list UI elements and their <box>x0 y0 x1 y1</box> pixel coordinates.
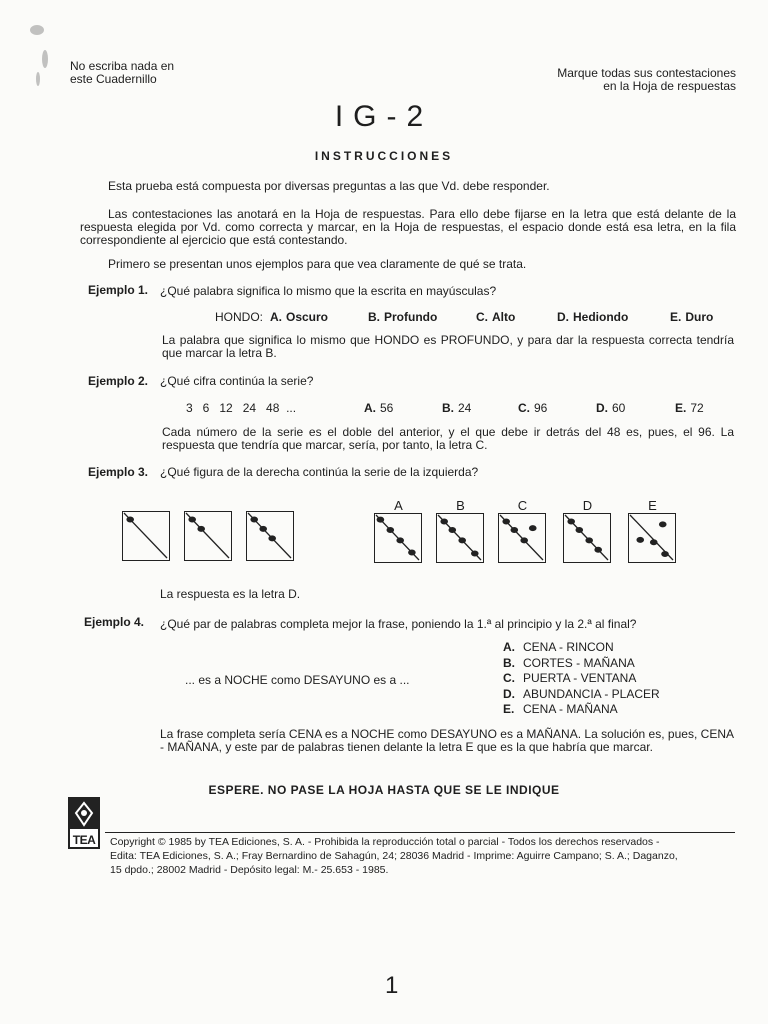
option-figure-letter: B <box>456 498 465 513</box>
example4-option-e <box>503 702 660 718</box>
example1-label: Ejemplo 1. <box>88 283 149 297</box>
test-title: IG-2 <box>334 100 434 133</box>
scan-smudge <box>30 25 44 35</box>
option-letter: E. <box>670 310 682 324</box>
option-text: ABUNDANCIA - PLACER <box>523 686 660 701</box>
option-figure-letter: C <box>517 498 528 513</box>
figure-dot <box>197 526 205 532</box>
option-letter: D. <box>557 310 569 324</box>
intro-paragraph-3: Primero se presentan unos ejemplos para que vea claramente de qué se trata. <box>108 257 527 271</box>
figure-dot <box>511 527 519 533</box>
example1-option-e <box>670 310 717 324</box>
tea-logo-emblem <box>70 799 98 829</box>
option-text: 24 <box>458 401 472 415</box>
tea-logo-text: TEA <box>72 833 96 847</box>
option-text: 72 <box>690 401 704 415</box>
figure-dot <box>576 527 584 533</box>
example4-explanation: La frase completa sería CENA es a NOCHE como DESAYUNO es a MAÑANA. La solución es, pues, CENA - MAÑANA, y este par de palabras tienen delante la letra E que es la que habría que marcar. <box>160 727 734 754</box>
option-letter: A. <box>364 401 376 415</box>
example4-question: ¿Qué par de palabras completa mejor la frase, poniendo la 1.ª al principio y la 2.ª al final? <box>160 617 637 631</box>
example2-label: Ejemplo 2. <box>88 374 149 388</box>
example3-question: ¿Qué figura de la derecha continúa la serie de la izquierda? <box>160 465 479 479</box>
option-text: Hediondo <box>573 310 629 324</box>
header-note-left-line1: No escriba nada en <box>70 59 175 73</box>
example2-series: 3 6 12 24 48 ... <box>186 401 297 415</box>
figure-dot <box>268 535 276 541</box>
figure-dot <box>377 517 385 523</box>
figure-dot <box>188 517 196 523</box>
option-letter: B. <box>503 655 515 670</box>
tea-logo <box>68 797 100 849</box>
figure-dot <box>567 519 575 525</box>
example4-label: Ejemplo 4. <box>84 615 145 629</box>
example1-explanation: La palabra que significa lo mismo que HONDO es PROFUNDO, y para dar la respuesta correcta tendría que marcar la letra B. <box>162 333 734 360</box>
example1-option-a <box>270 310 332 324</box>
option-text: Alto <box>492 310 516 324</box>
figure-dot <box>387 527 395 533</box>
option-text: CORTES - MAÑANA <box>523 655 635 670</box>
example4-options <box>503 640 660 718</box>
example2-explanation: Cada número de la serie es el doble del anterior, y el que debe ir detrás del 48 es, pues, el 96. La respuesta que tendría que marcar, sería, por tanto, la letra C. <box>162 425 734 452</box>
figure-dot <box>650 539 658 545</box>
copyright-line-1: Copyright © 1985 by TEA Ediciones, S. A. - Prohibida la reproducción total o parcial - Todos los derechos reservados - <box>110 836 660 848</box>
series-figure-3 <box>246 511 294 561</box>
option-letter: E. <box>503 702 515 716</box>
example2-option-c <box>518 401 547 415</box>
figure-dot <box>396 537 404 543</box>
figure-dot <box>520 537 528 543</box>
example1-option-c <box>476 310 519 324</box>
intro-paragraph-2: Las contestaciones las anotará en la Hoja de respuestas. Para ello debe fijarse en la letra que está delante de la respuesta elegida por Vd. como correcta y marcar, en la Hoja de respuestas, el espacio donde está esa letra, en la fila correspondiente al ejercicio que está contestando. <box>80 207 736 247</box>
page-number: 1 <box>385 972 399 999</box>
header-note-left-line2: este Cuadernillo <box>70 72 157 86</box>
example3-label: Ejemplo 3. <box>88 465 149 479</box>
example2-option-a <box>364 401 393 415</box>
figure-dot <box>594 547 602 553</box>
example4-option-d <box>503 687 660 703</box>
option-figure-d <box>563 513 611 563</box>
option-figure-letter: E <box>648 498 657 513</box>
example1-word: HONDO: <box>215 310 263 324</box>
header-note-right-line1: Marque todas sus contestaciones <box>557 66 736 80</box>
header-note-right <box>557 67 736 93</box>
example2-question: ¿Qué cifra continúa la serie? <box>160 374 314 388</box>
figure-dot <box>659 521 667 527</box>
series-figure-2 <box>184 511 232 561</box>
copyright-block <box>110 835 678 877</box>
figure-dot <box>408 550 416 556</box>
example2-option-b <box>442 401 471 415</box>
option-text: Oscuro <box>286 310 329 324</box>
option-letter: D. <box>503 686 515 701</box>
option-letter: D. <box>596 401 608 415</box>
figure-dot <box>126 517 134 523</box>
scan-smudge <box>42 50 48 68</box>
scan-smudge <box>36 72 40 86</box>
example4-option-b <box>503 656 660 672</box>
figure-dot <box>259 526 267 532</box>
copyright-line-3: 15 dpdo.; 28002 Madrid - Depósito legal: M.- 25.653 - 1985. <box>110 864 389 876</box>
intro-paragraph-1: Esta prueba está compuesta por diversas preguntas a las que Vd. debe responder. <box>108 179 550 193</box>
copyright-line-2: Edita: TEA Ediciones, S. A.; Fray Bernardino de Sahagún, 24; 28036 Madrid - Imprime: Aguirre Campano; S. A.; Daganzo, <box>110 850 678 862</box>
instructions-heading: INSTRUCCIONES <box>314 149 454 163</box>
option-figure-e <box>628 513 676 563</box>
option-letter: B. <box>368 310 380 324</box>
wait-warning: ESPERE. NO PASE LA HOJA HASTA QUE SE LE INDIQUE <box>208 783 560 797</box>
option-figure-letter: A <box>394 498 403 513</box>
example1-option-d <box>557 310 632 324</box>
header-note-right-line2: en la Hoja de respuestas <box>603 79 736 93</box>
series-figure-1 <box>122 511 170 561</box>
option-figure-c <box>498 513 546 563</box>
figure-dot <box>502 519 510 525</box>
option-letter: B. <box>442 401 454 415</box>
example1-question: ¿Qué palabra significa lo mismo que la escrita en mayúsculas? <box>160 284 497 298</box>
example3-answer: La respuesta es la letra D. <box>160 587 301 601</box>
option-letter: A. <box>503 640 515 654</box>
figure-dot <box>471 550 479 556</box>
option-letter: A. <box>270 310 282 324</box>
figure-dot <box>585 537 593 543</box>
option-text: Duro <box>685 310 714 324</box>
example4-option-c <box>503 671 660 687</box>
figure-dot <box>636 537 644 543</box>
figure-dot <box>449 527 457 533</box>
example1-option-b <box>368 310 441 324</box>
option-letter: C. <box>476 310 488 324</box>
option-text: CENA - RINCON <box>523 640 614 654</box>
option-text: Profundo <box>384 310 438 324</box>
option-text: CENA - MAÑANA <box>523 702 618 716</box>
example4-option-a <box>503 640 660 656</box>
option-letter: E. <box>675 401 687 415</box>
example2-option-e <box>675 401 704 415</box>
figure-dot <box>458 537 466 543</box>
option-text: PUERTA - VENTANA <box>523 671 637 685</box>
figure-dot <box>529 525 537 531</box>
figure-dot <box>661 551 669 557</box>
option-letter: C. <box>518 401 530 415</box>
example2-option-d <box>596 401 625 415</box>
option-letter: C. <box>503 671 515 685</box>
figure-dot <box>250 517 258 523</box>
option-figure-letter: D <box>582 498 593 513</box>
example4-phrase: ... es a NOCHE como DESAYUNO es a ... <box>185 673 410 687</box>
option-text: 96 <box>534 401 548 415</box>
option-figure-a <box>374 513 422 563</box>
option-figure-b <box>436 513 484 563</box>
option-text: 60 <box>612 401 626 415</box>
footer-divider <box>105 832 735 833</box>
figure-dot <box>440 519 448 525</box>
header-note-left <box>70 60 174 86</box>
option-text: 56 <box>380 401 394 415</box>
